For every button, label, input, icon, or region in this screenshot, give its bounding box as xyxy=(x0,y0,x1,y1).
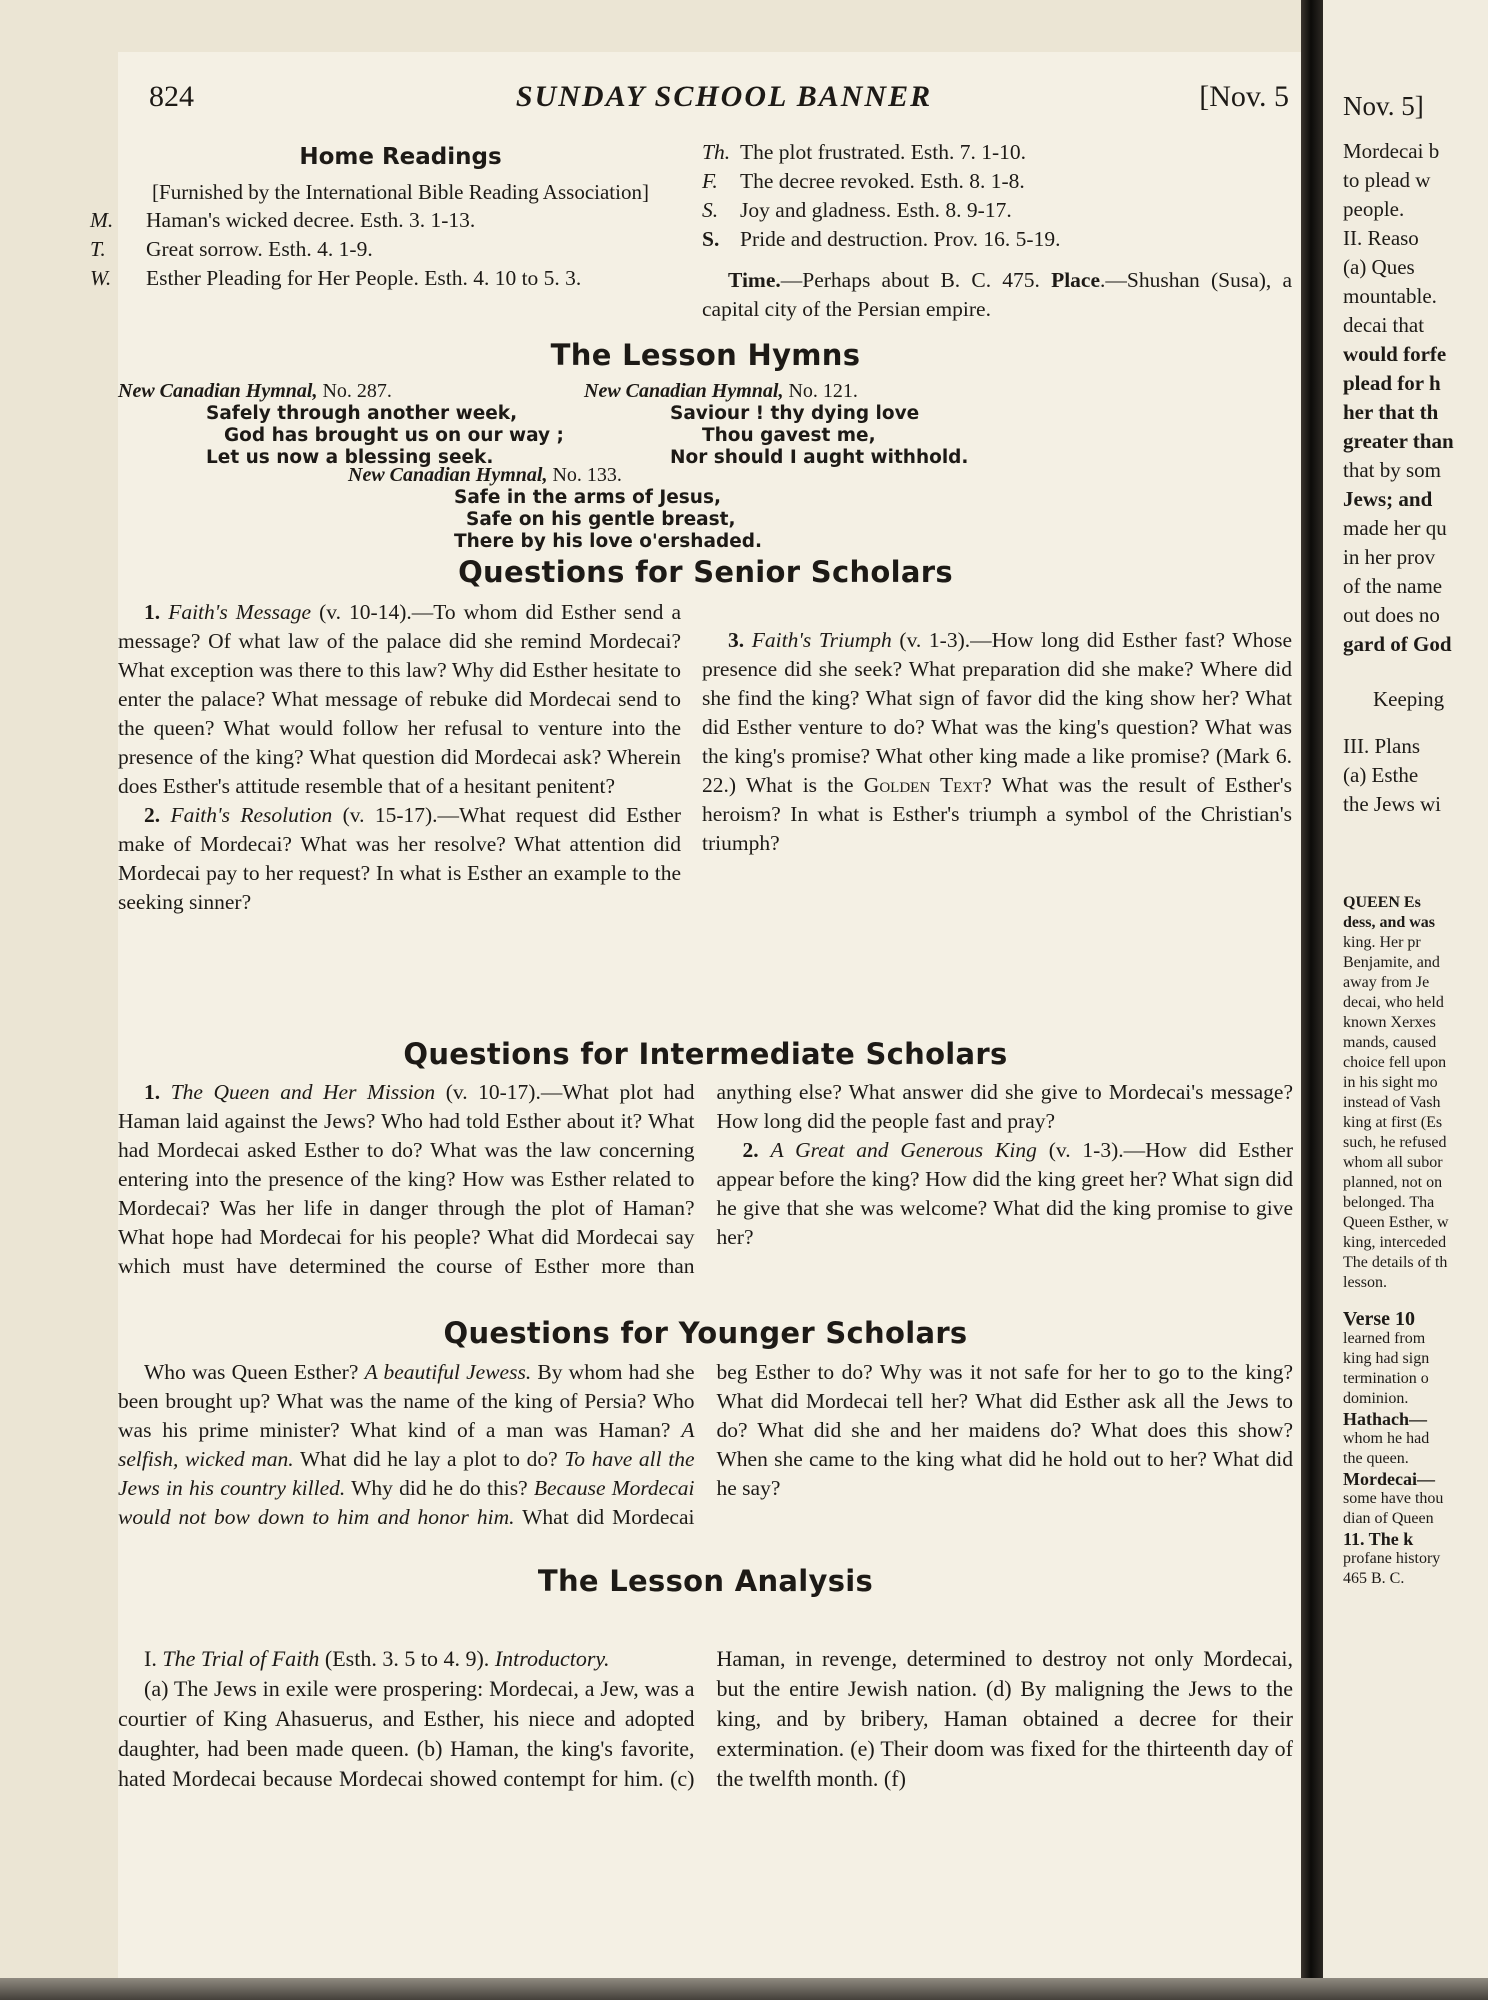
lesson-hymns-heading: The Lesson Hymns xyxy=(550,338,861,372)
hymn-1 xyxy=(118,380,638,469)
reading-item: W. Esther Pleading for Her People. Esth. 4. 10 to 5. 3. xyxy=(90,266,582,290)
hymn-lines: Saviour ! thy dying love Thou gavest me, Nor should I aught withhold. xyxy=(670,403,969,468)
reading-item: S. Pride and destruction. Prov. 16. 5-19. xyxy=(702,227,1061,251)
right-keeping: Keeping xyxy=(1373,687,1445,711)
younger-questions xyxy=(118,1358,1293,1532)
lesson-analysis-heading: The Lesson Analysis xyxy=(537,1564,874,1598)
senior-question-3: 3. Faith's Triumph (v. 1-3).—How long did Esther fast? Whose presence did she seek? What preparation did she make? Where did she find the king? What sign of favor did the king show her? What did Esther venture to do? What was the king's question? What was the king's promise? What other king made a like promise? (Mark 6. 22.) What is the Golden Text? What was the result of Esther's heroism? In what is Esther's triumph a symbol of the Christian's triumph? xyxy=(702,628,1293,855)
right-text-block-b: II. Reaso (a) Ques mountable. decai that would forfe plead for h her that th greater than that by som Jews; and made her qu in her prov of the name out does no gard of God xyxy=(1343,226,1454,656)
hymn-2 xyxy=(584,380,1084,469)
senior-column-right xyxy=(702,626,1292,858)
hymn-3 xyxy=(348,464,868,553)
right-text-block-e: Verse 10 learned from king had sign termination o dominion. Hathach— whom he had the queen. Mordecai— some have thou dian of Queen 11. The k profane history 465 B. C. xyxy=(1343,1308,1444,1587)
home-readings xyxy=(90,144,683,293)
hymn-lines: Safely through another week, God has brought us on our way ; Let us now a blessing seek. xyxy=(206,403,564,468)
left-page xyxy=(90,52,1301,1987)
page-bottom-shadow xyxy=(0,1978,1488,2000)
hymn-lines: Safe in the arms of Jesus, Safe on his gentle breast, There by his love o'ershaded. xyxy=(454,487,763,552)
hymn-source: New Canadian Hymnal, No. 133. xyxy=(348,464,622,486)
reading-item: M. Haman's wicked decree. Esth. 3. 1-13. xyxy=(90,208,476,232)
senior-question-1: 1. Faith's Message (v. 10-14).—To whom did Esther send a message? Of what law of the palace did she remind Mordecai? What exception was there to this law? Why did Esther hesitate to enter the palace? What message of rebuke did Mordecai send to the queen? What would follow her refusal to venture into the presence of the king? What question did Mordecai ask? Wherein does Esther's attitude resemble that of a hesitant penitent? xyxy=(118,600,682,798)
right-text-block-c: III. Plans (a) Esthe the Jews wi xyxy=(1343,734,1441,816)
home-readings-subheading: [Furnished by the International Bible Reading Association] xyxy=(152,180,649,204)
younger-scholars-heading: Questions for Younger Scholars xyxy=(443,1316,968,1350)
right-text-block-a: Mordecai b to plead w people. xyxy=(1343,139,1440,221)
intermediate-question-1: 1. The Queen and Her Mission (v. 10-17).—What plot had Haman laid against the Jews? Who had told Esther about it? What had Mordecai asked Esther to do? What was the law concerning entering into the presence of the king? How was Esther related to Mordecai? Was her life in danger through the plot of Haman? What hope had Mordecai for his people? What did Mordecai say which must have determined the course of Esther more than anything else? What answer did she give to Mordecai's message? How long did the people fast and pray? xyxy=(118,1080,1293,1278)
hymn-source: New Canadian Hymnal, No. 121. xyxy=(584,380,858,402)
lesson-analysis-text xyxy=(118,1644,1293,1794)
reading-item: S. Joy and gladness. Esth. 8. 9-17. xyxy=(702,198,1012,222)
intermediate-questions xyxy=(118,1078,1293,1281)
reading-item: T. Great sorrow. Esth. 4. 1-9. xyxy=(90,237,373,261)
right-page-header: Nov. 5] xyxy=(1343,91,1424,121)
intermediate-question-2: 2. A Great and Generous King (v. 1-3).—How did Esther appear before the king? How did the king greet her? What sign did he give that she was welcome? What did the king promise to give her? xyxy=(716,1138,1294,1249)
home-readings-continued xyxy=(702,138,1292,324)
home-readings-heading: Home Readings xyxy=(299,144,502,170)
senior-column-left xyxy=(118,598,681,917)
hymn-source: New Canadian Hymnal, No. 287. xyxy=(118,380,392,402)
periodical-title: SUNDAY SCHOOL BANNER xyxy=(515,80,933,113)
analysis-heading-line: I. The Trial of Faith (Esth. 3. 5 to 4. 9). Introductory. xyxy=(144,1646,610,1671)
page-number: 824 xyxy=(149,80,194,113)
senior-scholars-heading: Questions for Senior Scholars xyxy=(458,555,953,589)
intermediate-scholars-heading: Questions for Intermediate Scholars xyxy=(403,1037,1008,1071)
analysis-paragraph: (a) The Jews in exile were prospering: Mordecai, a Jew, was a courtier of King Ahasuerus, and Esther, his niece and adopted daughter, had been made queen. (b) Haman, the king's favorite, hated Mordecai because Mordecai showed contempt for him. (c) Haman, in revenge, determined to destroy not only Mordecai, but the entire Jewish nation. (d) By maligning the Jews to the king, and by bribery, Haman obtained a decree for their extermination. (e) Their doom was fixed for the thirteenth day of the twelfth month. (f) xyxy=(118,1646,1293,1791)
younger-question-text: Who was Queen Esther? A beautiful Jewess. By whom had she been brought up? What was the name of the king of Persia? Who was his prime minister? What kind of a man was Haman? A selfish, wicked man. What did he lay a plot to do? To have all the Jews in his country killed. Why did he do this? Because Mordecai would not bow down to him and honor him. What did Mordecai beg Esther to do? Why was it not safe for her to go to the king? What did Mordecai tell her? What did Esther ask all the Jews to do? What did she and her maidens do? What does this show? When she came to the king what did he hold out to her? What did he say? xyxy=(118,1360,1293,1529)
senior-question-2: 2. Faith's Resolution (v. 15-17).—What request did Esther make of Mordecai? What was her resolve? What attention did Mordecai pay to her request? In what is Esther an example to the seeking sinner? xyxy=(118,803,682,914)
time-place: Time.—Perhaps about B. C. 475. Place.—Shushan (Susa), a capital city of the Persian empire. xyxy=(702,268,1292,321)
issue-date: [Nov. 5 xyxy=(1199,80,1289,113)
right-text-block-d: QUEEN Es dess, and was king. Her pr Benjamite, and away from Je decai, who held known Xerxes mands, caused choice fell upon in his sight mo instead of Vash king at first (Es such, he refused whom all subor planned, not on belonged. Tha Queen Esther, w king, interceded The details of th lesson. xyxy=(1343,894,1449,1291)
right-page-edge xyxy=(1323,0,1488,2000)
reading-item: F. The decree revoked. Esth. 8. 1-8. xyxy=(702,169,1025,193)
book-gutter xyxy=(1301,0,1323,2000)
page-header xyxy=(149,80,1299,120)
reading-item: Th. The plot frustrated. Esth. 7. 1-10. xyxy=(702,140,1027,164)
right-page-content xyxy=(1343,0,1488,1589)
